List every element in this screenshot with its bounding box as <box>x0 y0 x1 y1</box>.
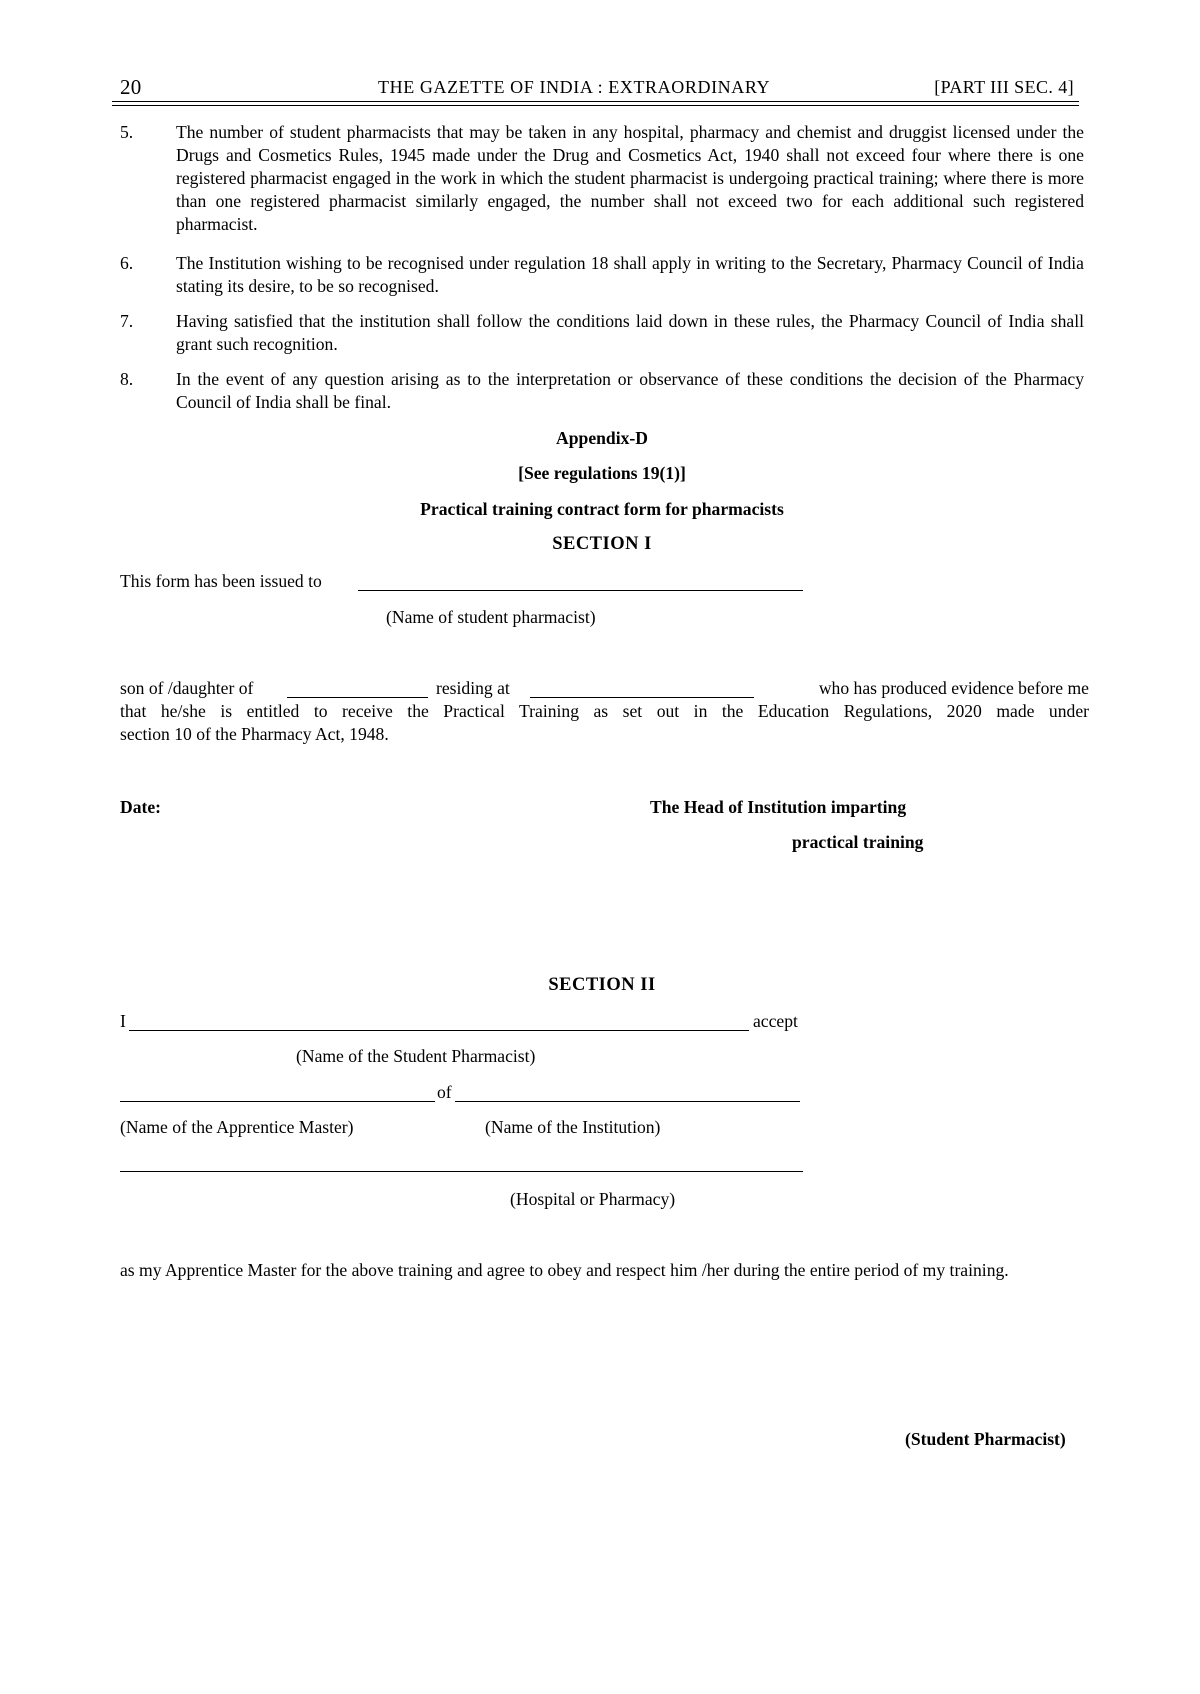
institution-field[interactable] <box>455 1101 800 1102</box>
item-number: 7. <box>120 311 134 331</box>
entitlement-text: that he/she is entitled to receive the Practical Training as set out in the Education Regulations, 2020 made under <box>120 701 1089 721</box>
gazette-title: THE GAZETTE OF INDIA : EXTRAORDINARY <box>378 77 771 97</box>
apprentice-master-caption: (Name of the Apprentice Master) <box>120 1117 354 1137</box>
i-label: I <box>120 1011 126 1031</box>
item-number: 6. <box>120 253 134 273</box>
page-number: 20 <box>120 75 142 99</box>
list-item <box>120 252 1084 298</box>
of-label: of <box>437 1082 452 1102</box>
apprentice-master-field[interactable] <box>120 1101 435 1102</box>
list-item <box>120 368 1084 414</box>
hospital-pharmacy-caption: (Hospital or Pharmacy) <box>510 1189 676 1209</box>
list-item <box>120 310 1084 356</box>
residing-at-label: residing at <box>436 678 510 698</box>
page-header <box>120 72 1078 102</box>
header-rule-top <box>112 101 1079 102</box>
accept-label: accept <box>753 1011 798 1031</box>
issued-to-label: This form has been issued to <box>120 571 322 591</box>
parent-name-field[interactable] <box>287 697 428 698</box>
student-name-caption: (Name of student pharmacist) <box>386 607 596 627</box>
form-title: Practical training contract form for pharmacists <box>420 499 784 519</box>
residence-field[interactable] <box>530 697 754 698</box>
appendix-reference: [See regulations 19(1)] <box>518 463 686 483</box>
practical-training-label: practical training <box>792 832 924 852</box>
head-of-institution-label: The Head of Institution imparting <box>650 797 907 817</box>
appendix-title: Appendix-D <box>556 428 648 448</box>
item-text: The number of student pharmacists that may be taken in any hospital, pharmacy and chemist and druggist licensed under the Drugs and Cosmetics Rules, 1945 made under the Drug and Cosmetics Act, 1940 shall not exceed four where there is one registered pharmacist engaged in the work in which the student pharmacist is undergoing practical training; where there is more than one registered pharmacist similarly engaged, the number shall not exceed two for each additional such registered pharmacist. <box>176 122 1084 234</box>
header-rule-bottom <box>112 105 1079 106</box>
student-pharmacist-caption: (Name of the Student Pharmacist) <box>296 1046 536 1066</box>
item-text: In the event of any question arising as to the interpretation or observance of these conditions the decision of the Pharmacy Council of India shall be final. <box>176 369 1084 412</box>
hospital-pharmacy-field[interactable] <box>120 1171 803 1172</box>
apprentice-agreement-text: as my Apprentice Master for the above training and agree to obey and respect him /her during the entire period of my training. <box>120 1260 1009 1280</box>
list-item <box>120 121 1084 236</box>
date-label: Date: <box>120 797 162 817</box>
item-text: Having satisfied that the institution shall follow the conditions laid down in these rules, the Pharmacy Council of India shall grant such recognition. <box>176 311 1084 354</box>
item-number: 5. <box>120 122 134 142</box>
item-number: 8. <box>120 369 134 389</box>
student-name-field[interactable] <box>358 590 803 591</box>
section-one-heading: SECTION I <box>552 534 652 554</box>
section-two-heading: SECTION II <box>548 975 656 995</box>
evidence-text: who has produced evidence before me <box>818 678 1089 698</box>
student-pharmacist-name-field[interactable] <box>129 1030 749 1031</box>
act-reference-text: section 10 of the Pharmacy Act, 1948. <box>120 724 389 744</box>
student-pharmacist-signature-label: (Student Pharmacist) <box>905 1429 1066 1449</box>
item-text: The Institution wishing to be recognised under regulation 18 shall apply in writing to the Secretary, Pharmacy Council of India stating its desire, to be so recognised. <box>176 253 1084 296</box>
institution-caption: (Name of the Institution) <box>485 1117 661 1137</box>
part-section-label: [PART III SEC. 4] <box>934 77 1074 97</box>
son-daughter-label: son of /daughter of <box>120 678 254 698</box>
